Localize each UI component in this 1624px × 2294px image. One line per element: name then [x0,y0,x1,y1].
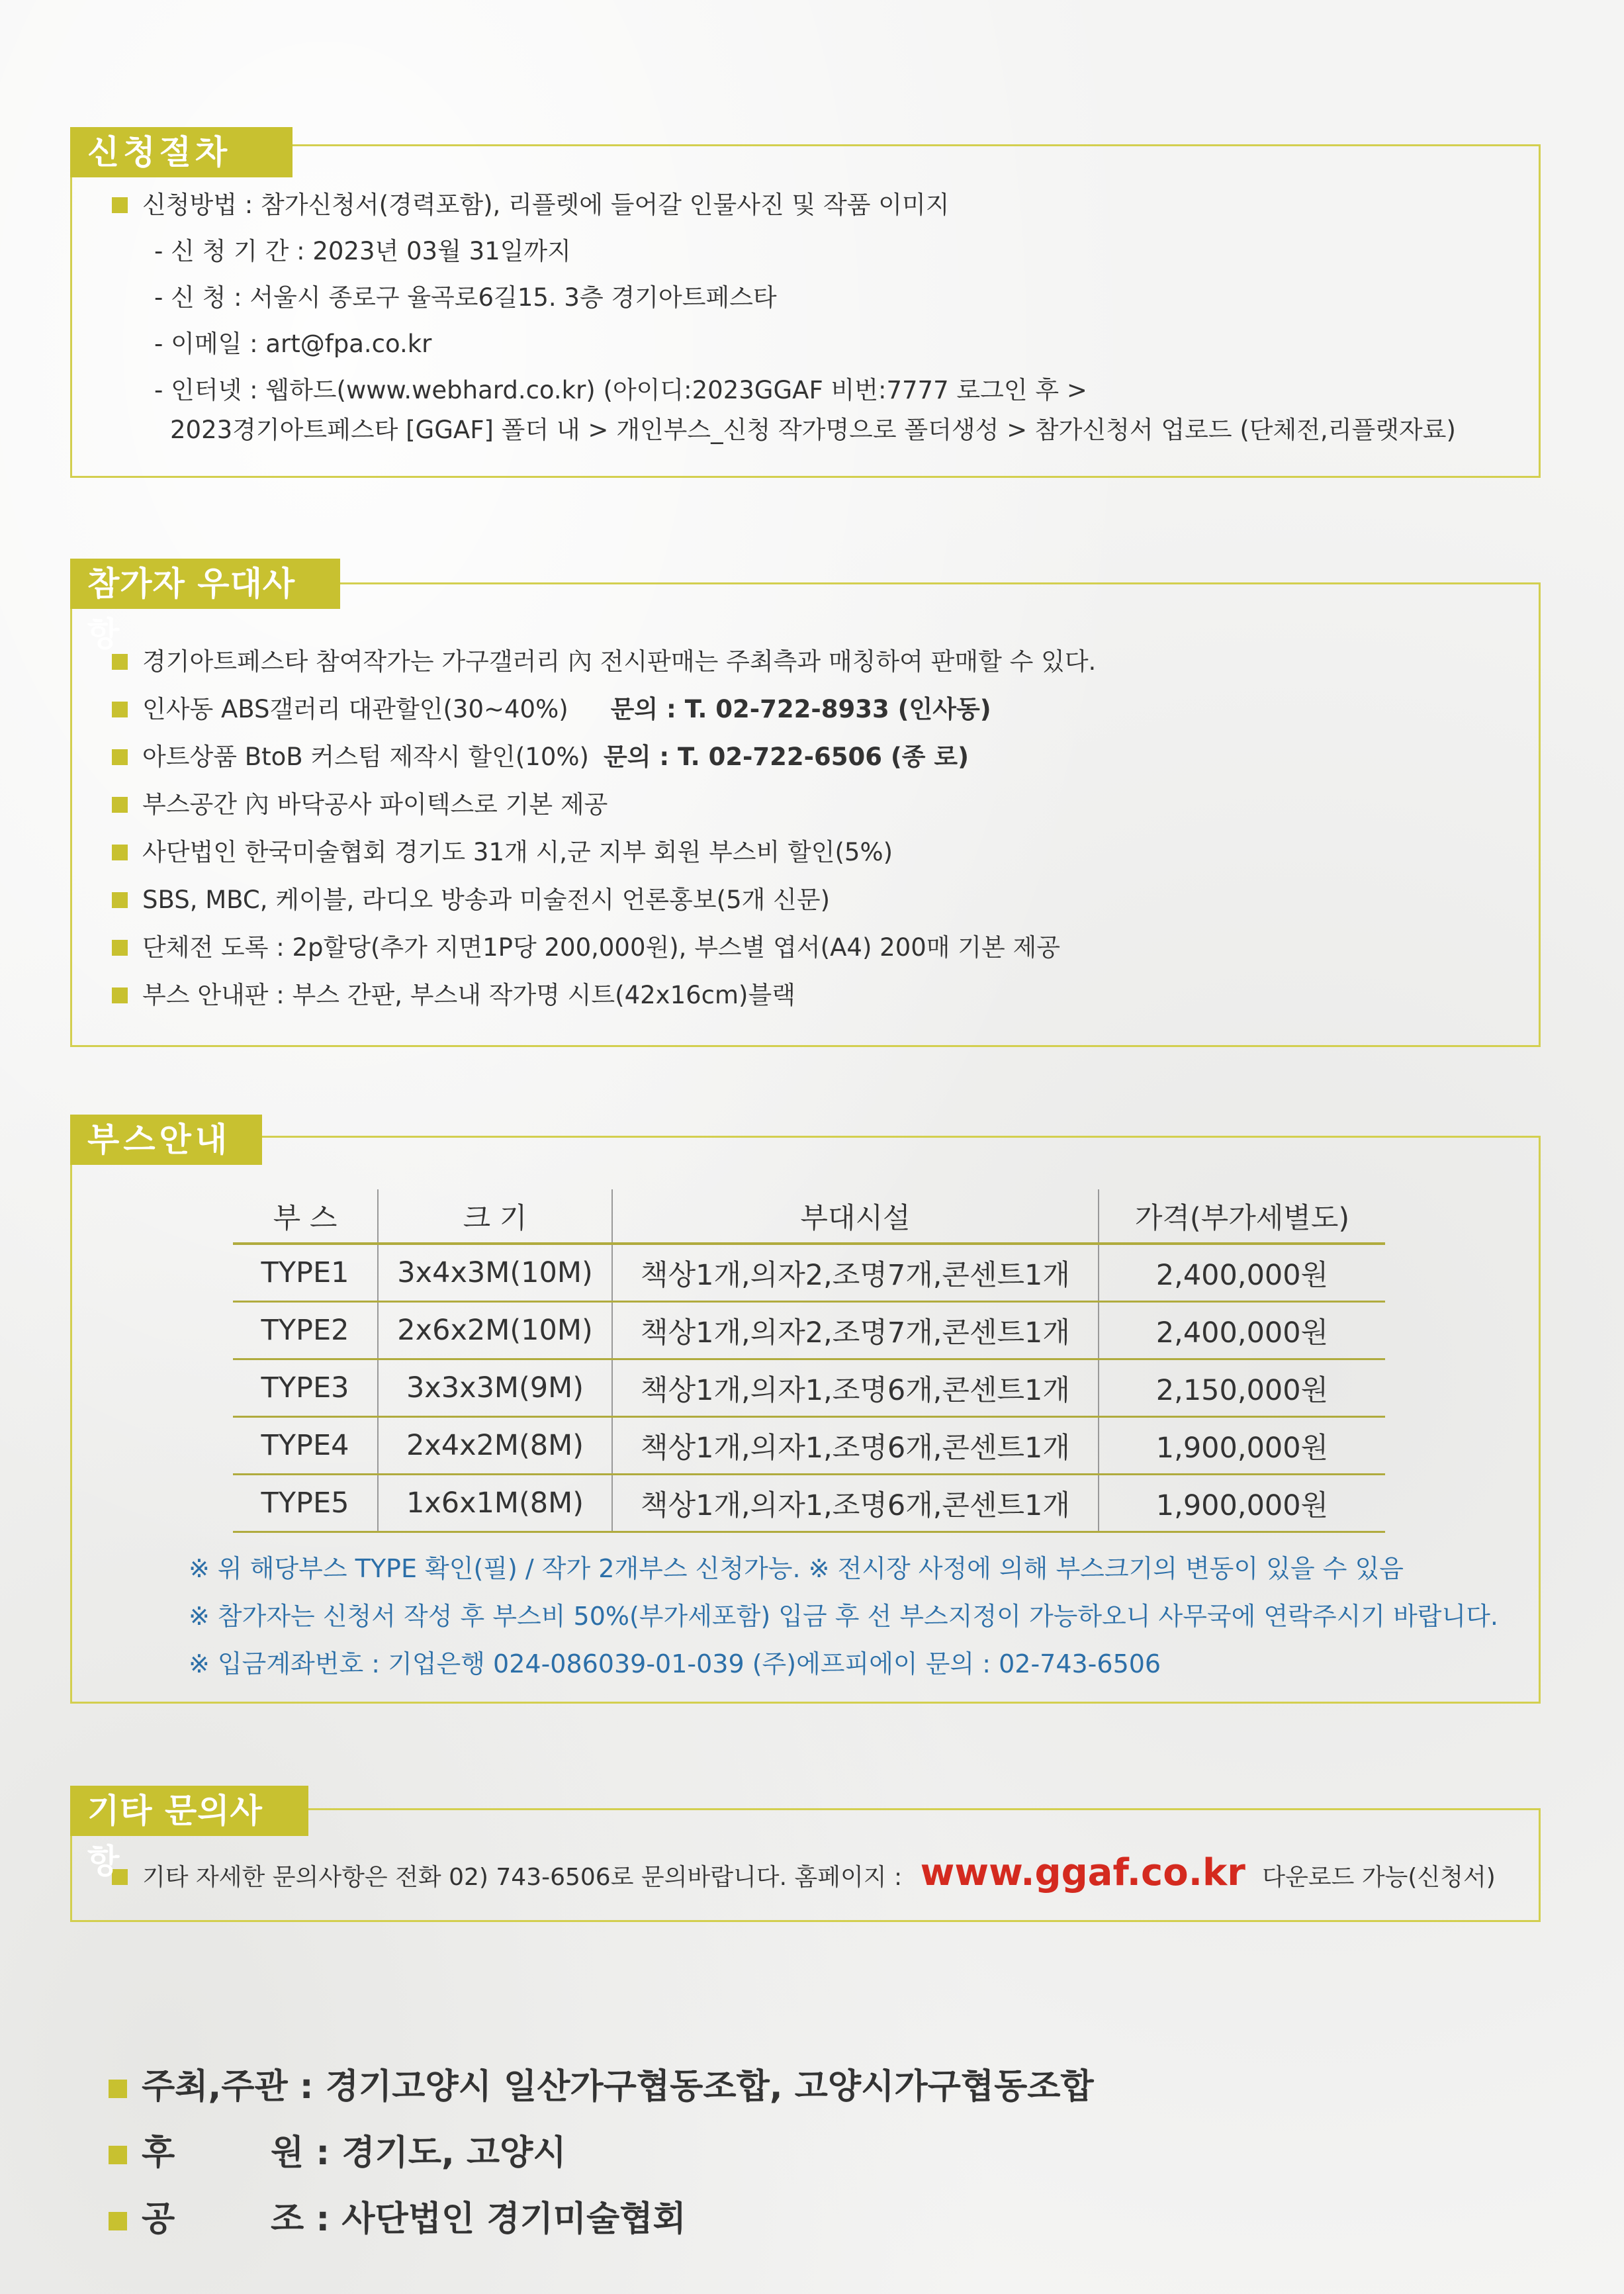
footer-value: 경기고양시 일산가구협동조합, 고양시가구협동조합 [325,2067,1094,2107]
booth-facilities: 책상1개,의자2,조명7개,콘센트1개 [612,1244,1099,1302]
benefit-text: 아트상품 BtoB 커스텀 제작시 할인(10%) [142,743,589,771]
benefit-text: 단체전 도록 : 2p할당(추가 지면1P당 200,000원), 부스별 엽서(A4) 200매 기본 제공 [142,933,1061,962]
benefit-text: 인사동 ABS갤러리 대관할인(30~40%) [142,695,568,723]
benefit-item [112,975,795,1011]
footer-cooperation [109,2191,686,2240]
download-text: 다운로드 가능(신청서) [1262,1864,1496,1891]
booth-table [233,1189,1385,1533]
inquiry-text: 기타 자세한 문의사항은 전화 02) 743-6506로 문의바랍니다. 홈페이지 : [142,1864,903,1891]
header-size: 크 기 [378,1189,612,1244]
benefit-item [112,784,608,820]
internet-row-2: 2023경기아트페스타 [GGAF] 폴더 내 > 개인부스_신청 작가명으로 폴더생성 > 참가신청서 업로드 (단체전,리플랫자료) [170,416,1456,444]
application-procedure-section [70,144,1541,478]
address-row: - 신 청 : 서울시 종로구 율곡로6길15. 3층 경기아트페스타 [154,283,777,312]
bullet-square-icon [112,940,128,956]
booth-size: 1x6x1M(8M) [378,1475,612,1532]
booth-size: 3x3x3M(9M) [378,1359,612,1417]
participant-benefits-tag: 참가자 우대사항 [70,559,340,609]
booth-type: TYPE3 [233,1359,378,1417]
benefit-item [112,927,1060,963]
booth-size: 2x4x2M(8M) [378,1417,612,1475]
header-price: 가격(부가세별도) [1099,1189,1385,1244]
benefit-item [112,737,969,772]
header-booth: 부 스 [233,1189,378,1244]
benefit-contact: 문의 : T. 02-722-8933 (인사동) [610,695,991,723]
table-row [233,1302,1385,1359]
booth-size: 2x6x2M(10M) [378,1302,612,1359]
booth-guide-tag: 부스안내 [70,1115,262,1165]
booth-type: TYPE5 [233,1475,378,1532]
bullet-square-icon [112,197,128,213]
benefit-item [112,689,991,725]
booth-facilities: 책상1개,의자2,조명7개,콘센트1개 [612,1302,1099,1359]
benefit-text: 부스 안내판 : 부스 간판, 부스내 작가명 시트(42x16cm)블랙 [142,981,795,1009]
bullet-square-icon [112,797,128,813]
other-inquiries-tag: 기타 문의사항 [70,1786,308,1836]
footer-label: 주최,주관 : [142,2067,314,2107]
booth-facilities: 책상1개,의자1,조명6개,콘센트1개 [612,1359,1099,1417]
period-row: - 신 청 기 간 : 2023년 03월 31일까지 [154,237,571,265]
table-row [233,1475,1385,1532]
bullet-square-icon [112,845,128,860]
booth-size: 3x4x3M(10M) [378,1244,612,1302]
internet-row-1: - 인터넷 : 웹하드(www.webhard.co.kr) (아이디:2023GGAF 비번:7777 로그인 후 > [154,376,1087,404]
bullet-square-icon [112,749,128,765]
benefit-item [112,880,830,915]
benefit-text: 사단법인 한국미술협회 경기도 31개 시,군 지부 회원 부스비 할인(5%) [142,838,893,866]
booth-note-3: ※ 입금계좌번호 : 기업은행 024-086039-01-039 (주)에프피에이 문의 : 02-743-6506 [189,1649,1161,1678]
footer-value: 경기도, 고양시 [341,2133,566,2173]
email-row: - 이메일 : art@fpa.co.kr [154,330,432,358]
benefit-text: 경기아트페스타 참여작가는 가구갤러리 內 전시판매는 주최측과 매칭하여 판매할 수 있다. [142,647,1097,676]
table-row [233,1417,1385,1475]
bullet-square-icon [109,2080,127,2098]
inquiry-row [112,1851,1496,1894]
footer-host [109,2058,1094,2108]
bullet-square-icon [112,702,128,717]
booth-table-header [233,1189,1385,1244]
participant-benefits-section [70,582,1541,1047]
bullet-square-icon [112,987,128,1003]
booth-price: 1,900,000원 [1099,1417,1385,1475]
booth-guide-section [70,1136,1541,1704]
footer-sponsor [109,2125,566,2174]
homepage-link[interactable]: www.ggaf.co.kr [920,1851,1245,1894]
booth-price: 2,150,000원 [1099,1359,1385,1417]
booth-price: 1,900,000원 [1099,1475,1385,1532]
booth-facilities: 책상1개,의자1,조명6개,콘센트1개 [612,1417,1099,1475]
method-row [112,185,949,220]
bullet-square-icon [112,892,128,908]
bullet-square-icon [109,2212,127,2230]
footer-value: 사단법인 경기미술협회 [341,2199,686,2239]
booth-type: TYPE2 [233,1302,378,1359]
footer-label: 후 원 : [142,2133,330,2173]
benefit-text: SBS, MBC, 케이블, 라디오 방송과 미술전시 언론홍보(5개 신문) [142,886,831,914]
booth-price: 2,400,000원 [1099,1302,1385,1359]
booth-facilities: 책상1개,의자1,조명6개,콘센트1개 [612,1475,1099,1532]
application-procedure-tag: 신청절차 [70,127,293,177]
benefit-text: 부스공간 內 바닥공사 파이텍스로 기본 제공 [142,790,608,819]
table-row [233,1244,1385,1302]
booth-note-1: ※ 위 해당부스 TYPE 확인(필) / 작가 2개부스 신청가능. ※ 전시장 사정에 의해 부스크기의 변동이 있을 수 있음 [189,1554,1404,1583]
header-facilities: 부대시설 [612,1189,1099,1244]
booth-type: TYPE4 [233,1417,378,1475]
booth-price: 2,400,000원 [1099,1244,1385,1302]
benefit-contact: 문의 : T. 02-722-6506 (종 로) [603,743,970,771]
method-text: 신청방법 : 참가신청서(경력포함), 리플렛에 들어갈 인물사진 및 작품 이미지 [142,191,950,219]
footer-label: 공 조 : [142,2199,330,2239]
table-row [233,1359,1385,1417]
booth-type: TYPE1 [233,1244,378,1302]
benefit-item [112,832,893,868]
booth-note-2: ※ 참가자는 신청서 작성 후 부스비 50%(부가세포함) 입금 후 선 부스지정이 가능하오니 사무국에 연락주시기 바랍니다. [189,1602,1499,1631]
benefit-item [112,641,1096,677]
bullet-square-icon [109,2146,127,2164]
